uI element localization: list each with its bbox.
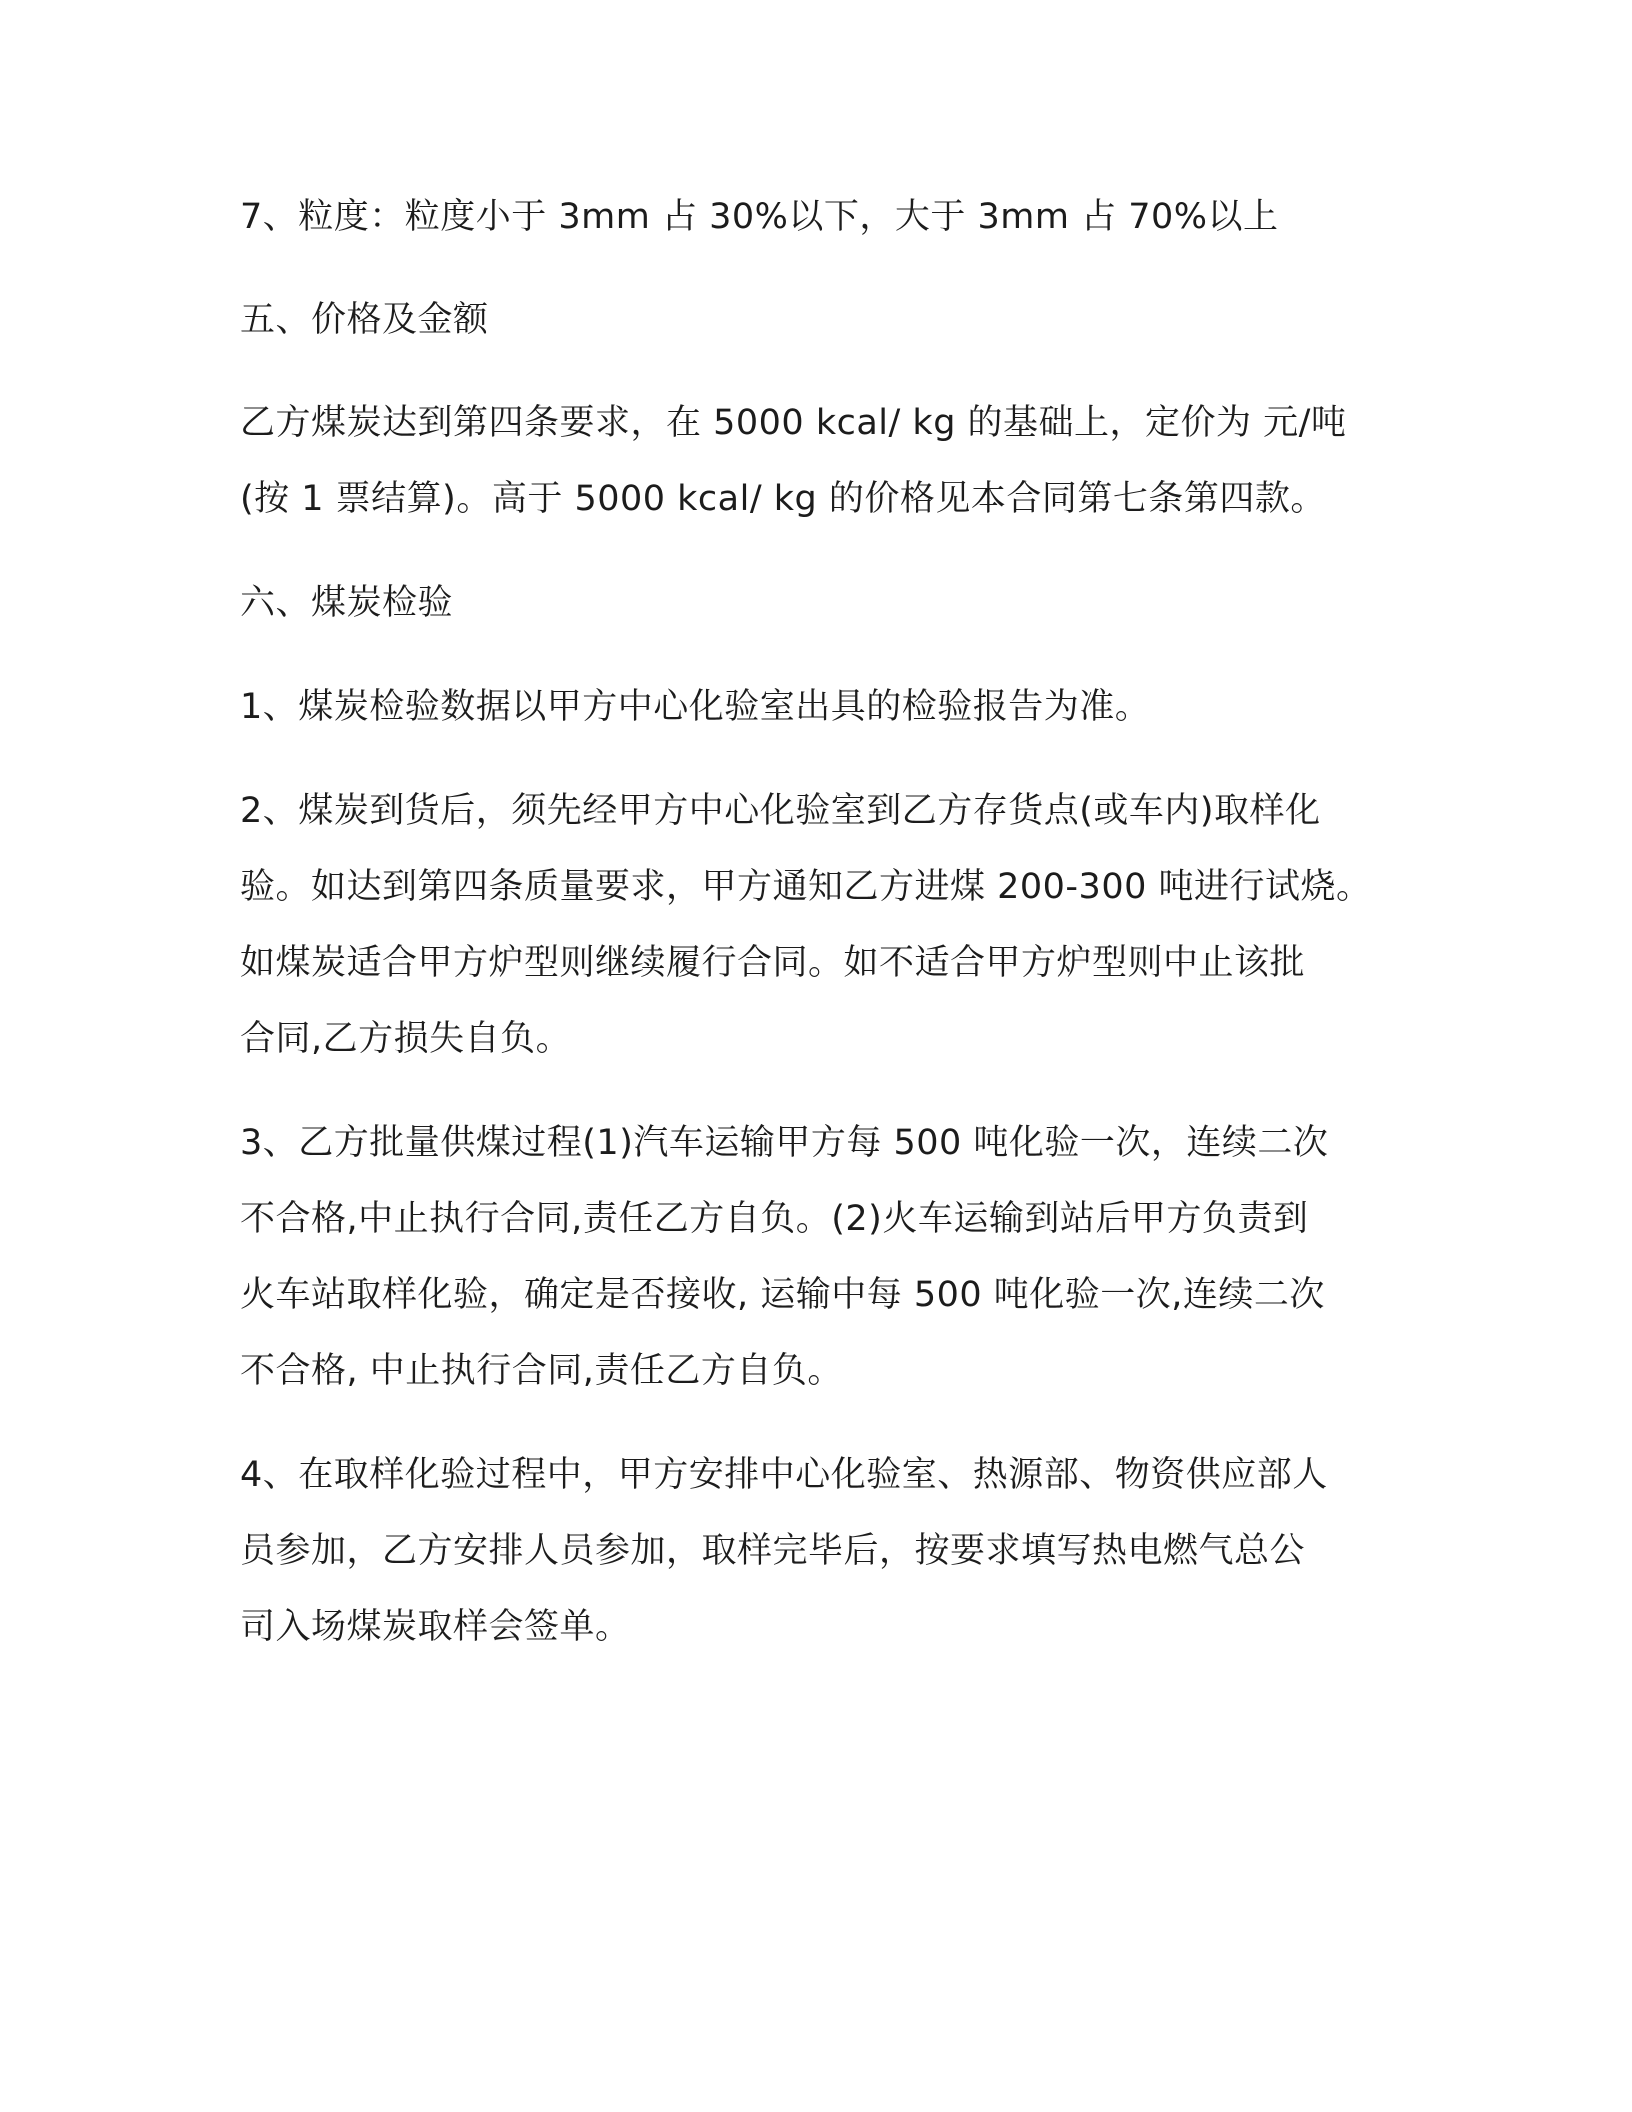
section-6-heading: 六、煤炭检验	[240, 583, 454, 623]
clause-6-3-line-1: 3、乙方批量供煤过程(1)汽车运输甲方每 500 吨化验一次，连续二次	[240, 1123, 1329, 1163]
section-5-heading: 五、价格及金额	[240, 300, 489, 340]
clause-6-4-line-1: 4、在取样化验过程中，甲方安排中心化验室、热源部、物资供应部人	[240, 1455, 1328, 1495]
clause-6-2-line-4: 合同,乙方损失自负。	[240, 1019, 572, 1059]
clause-6-4-line-3: 司入场煤炭取样会签单。	[240, 1607, 631, 1647]
clause-6-2-line-1: 2、煤炭到货后，须先经甲方中心化验室到乙方存货点(或车内)取样化	[240, 791, 1321, 831]
section-5-text-line-2: (按 1 票结算)。高于 5000 kcal/ kg 的价格见本合同第七条第四款。	[240, 479, 1326, 519]
clause-7-granularity: 7、粒度：粒度小于 3mm 占 30%以下，大于 3mm 占 70%以上	[240, 197, 1279, 237]
clause-6-3-line-3: 火车站取样化验，确定是否接收, 运输中每 500 吨化验一次,连续二次	[240, 1275, 1325, 1315]
clause-6-2-line-3: 如煤炭适合甲方炉型则继续履行合同。如不适合甲方炉型则中止该批	[240, 943, 1306, 983]
clause-6-4-line-2: 员参加，乙方安排人员参加，取样完毕后，按要求填写热电燃气总公	[240, 1531, 1306, 1571]
clause-6-2-line-2: 验。如达到第四条质量要求，甲方通知乙方进煤 200-300 吨进行试烧。	[240, 867, 1372, 907]
clause-6-3-line-2: 不合格,中止执行合同,责任乙方自负。(2)火车运输到站后甲方负责到	[240, 1199, 1309, 1239]
clause-6-3-line-4: 不合格, 中止执行合同,责任乙方自负。	[240, 1351, 843, 1391]
section-5-text-line-1: 乙方煤炭达到第四条要求，在 5000 kcal/ kg 的基础上，定价为 元/吨	[240, 403, 1347, 443]
clause-6-1-text: 1、煤炭检验数据以甲方中心化验室出具的检验报告为准。	[240, 687, 1151, 727]
